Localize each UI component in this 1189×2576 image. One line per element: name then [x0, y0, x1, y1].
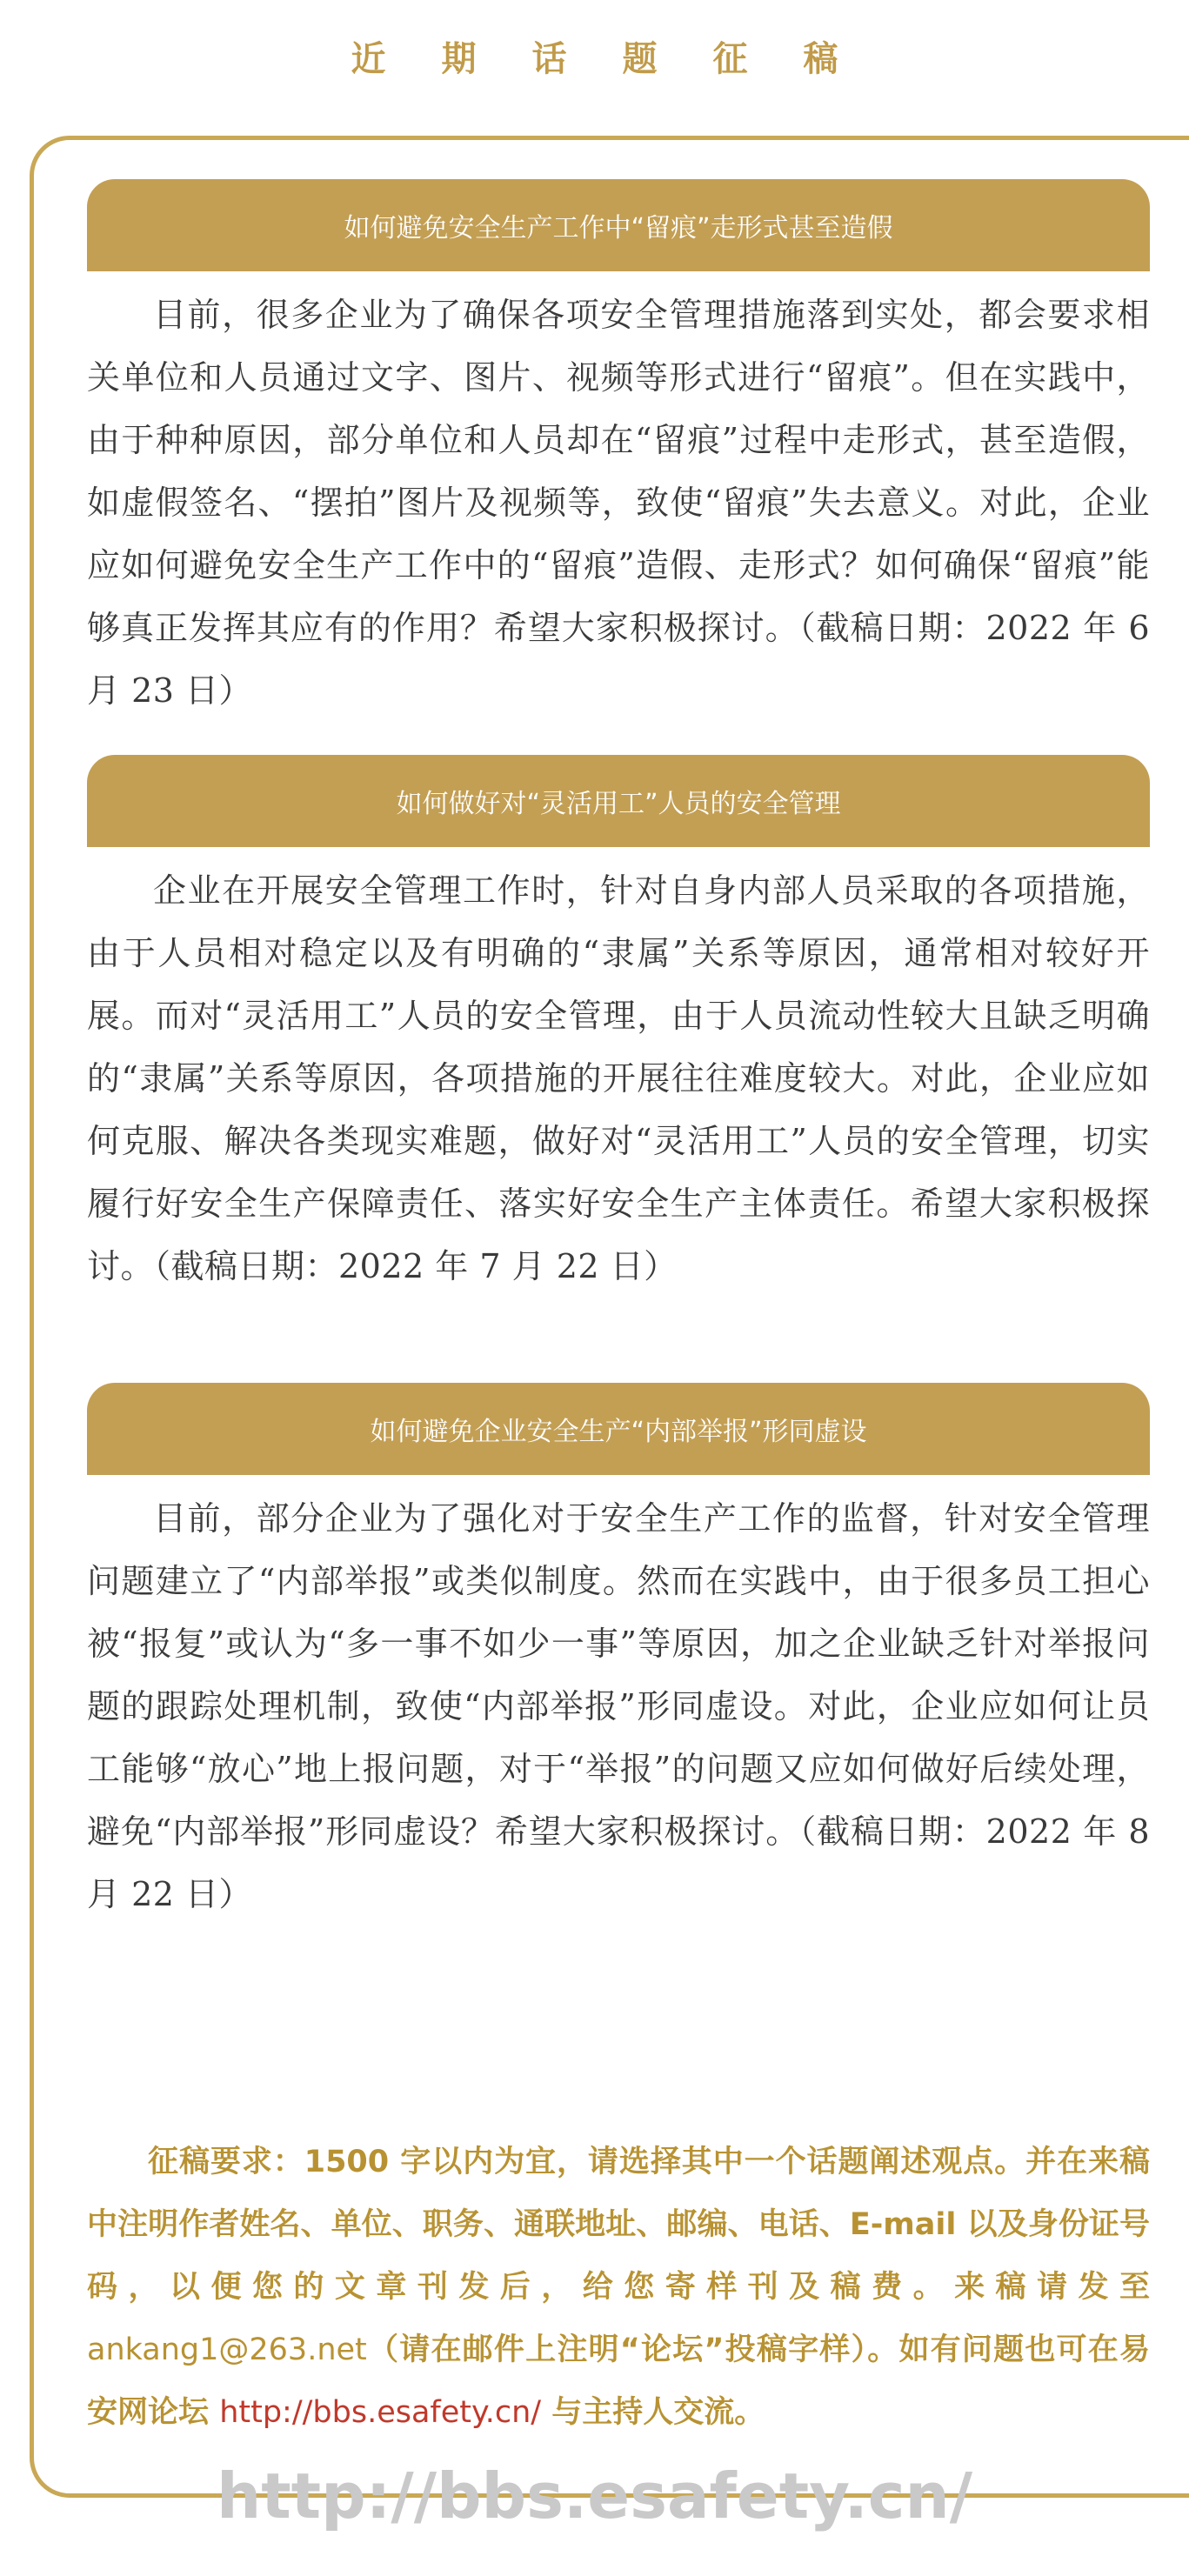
requirements-closing: 与主持人交流。	[551, 2395, 765, 2430]
topic-card-2	[87, 755, 1150, 1298]
topic-title: 如何避免企业安全生产“内部举报”形同虚设	[87, 1383, 1150, 1475]
topic-body: 企业在开展安全管理工作时，针对自身内部人员采取的各项措施，由于人员相对稳定以及有明确的“隶属”关系等原因，通常相对较好开展。而对“灵活用工”人员的安全管理，由于人员流动性较大且缺乏明确的“隶属”关系等原因，各项措施的开展往往难度较大。对此，企业应如何克服、解决各类现实难题，做好对“灵活用工”人员的安全管理，切实履行好安全生产保障责任、落实好安全生产主体责任。希望大家积极探讨。（截稿日期：2022 年 7 月 22 日）	[87, 871, 1150, 1285]
page-title: 近期话题征稿	[351, 39, 894, 79]
topic-title: 如何避免安全生产工作中“留痕”走形式甚至造假	[87, 179, 1150, 271]
requirements-note: （请在邮件上注明“论坛”投稿字样）。如有问题也可在易安网论坛	[87, 2332, 1150, 2430]
topic-card-3	[87, 1383, 1150, 1925]
topic-title: 如何做好对“灵活用工”人员的安全管理	[87, 755, 1150, 847]
submission-requirements	[87, 2131, 1150, 2444]
requirements-text: 征稿要求：1500 字以内为宜，请选择其中一个话题阐述观点。并在来稿中注明作者姓名、单位、职务、通联地址、邮编、电话、E-mail 以及身份证号码，以便您的文章刊发后，给您寄样刊及稿费。来稿请发至	[87, 2145, 1150, 2305]
topic-body: 目前，很多企业为了确保各项安全管理措施落到实处，都会要求相关单位和人员通过文字、图片、视频等形式进行“留痕”。但在实践中，由于种种原因，部分单位和人员却在“留痕”过程中走形式，甚至造假，如虚假签名、“摆拍”图片及视频等，致使“留痕”失去意义。对此，企业应如何避免安全生产工作中的“留痕”造假、走形式？如何确保“留痕”能够真正发挥其应有的作用？希望大家积极探讨。（截稿日期：2022 年 6 月 23 日）	[87, 296, 1150, 710]
forum-link[interactable]: http://bbs.esafety.cn/	[219, 2395, 542, 2430]
submission-email-link[interactable]: ankang1@263.net	[87, 2332, 367, 2367]
topic-card-1	[87, 179, 1150, 722]
topic-body: 目前，部分企业为了强化对于安全生产工作的监督，针对安全管理问题建立了“内部举报”或类似制度。然而在实践中，由于很多员工担心被“报复”或认为“多一事不如少一事”等原因，加之企业缺乏针对举报问题的跟踪处理机制，致使“内部举报”形同虚设。对此，企业应如何让员工能够“放心”地上报问题，对于“举报”的问题又应如何做好后续处理，避免“内部举报”形同虚设？希望大家积极探讨。（截稿日期：2022 年 8 月 22 日）	[87, 1499, 1150, 1913]
footer-watermark-url: http://bbs.esafety.cn/	[216, 2459, 973, 2533]
